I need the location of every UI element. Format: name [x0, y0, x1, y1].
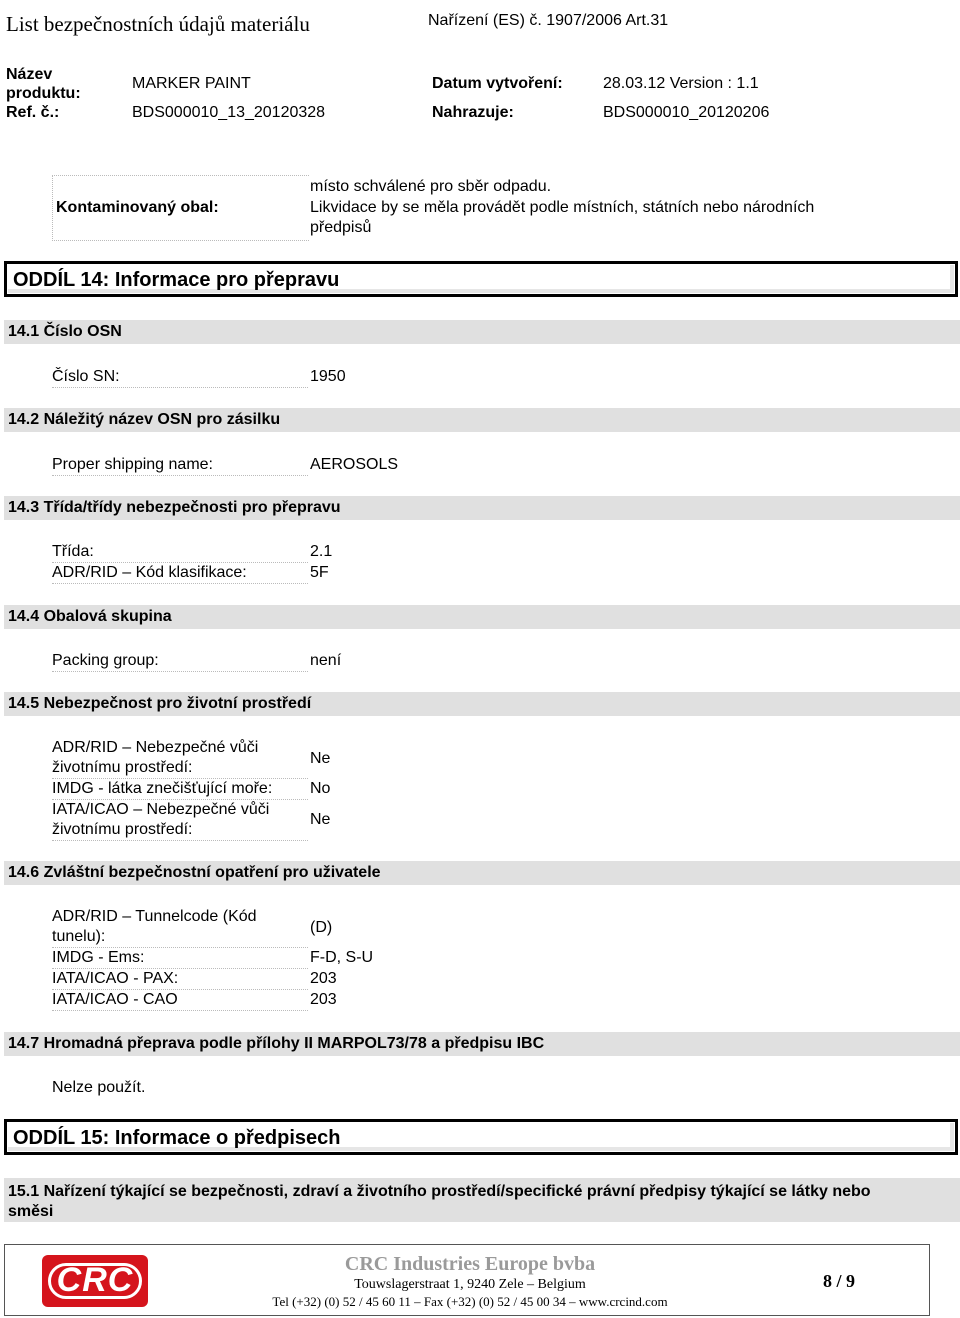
contaminated-line-1: místo schválené pro sběr odpadu. [310, 178, 552, 195]
packing-group-value: není [310, 652, 342, 669]
document-title: List bezpečnostních údajů materiálu [6, 12, 310, 36]
adr-env-label-line-1: ADR/RID – Nebezpečné vůči [52, 739, 259, 756]
subsection-14-1-heading: 14.1 Číslo OSN [8, 323, 122, 340]
contaminated-line-2: Likvidace by se měla provádět podle místních, státních nebo národních [310, 199, 815, 216]
pax-value: 203 [310, 970, 337, 987]
iata-env-value: Ne [310, 811, 331, 828]
footer [4, 1244, 930, 1316]
imdg-pollutant-value: No [310, 780, 331, 797]
ems-label: IMDG - Ems: [52, 949, 145, 966]
subsection-14-1-bar [4, 320, 960, 344]
section-15-title: ODDÍL 15: Informace o předpisech [13, 1127, 341, 1149]
ems-value: F-D, S-U [310, 949, 374, 966]
regulation-reference: Nařízení (ES) č. 1907/2006 Art.31 [428, 12, 669, 29]
shipping-name-value: AEROSOLS [310, 456, 399, 473]
pax-label: IATA/ICAO - PAX: [52, 970, 179, 987]
subsection-14-5-heading: 14.5 Nebezpečnost pro životní prostředí [8, 695, 312, 712]
page-number: 8 / 9 [822, 1271, 855, 1291]
shipping-name-label: Proper shipping name: [52, 456, 213, 473]
created-label: Datum vytvoření: [432, 75, 563, 92]
footer-contact: Tel (+32) (0) 52 / 45 60 11 – Fax (+32) (0) 52 / 45 00 34 – www.crcind.com [272, 1294, 668, 1309]
footer-address: Touwslagerstraat 1, 9240 Zele – Belgium [354, 1277, 586, 1292]
ref-label: Ref. č.: [6, 104, 60, 121]
un-number-value: 1950 [310, 368, 346, 385]
iata-env-label-line-1: IATA/ICAO – Nebezpečné vůči [52, 801, 270, 818]
product-name-value: MARKER PAINT [132, 75, 251, 92]
marpol-text: Nelze použít. [52, 1079, 146, 1096]
class-value: 2.1 [310, 543, 333, 560]
section-14-header [4, 261, 958, 297]
classification-code-value: 5F [310, 564, 329, 581]
section-15-header [4, 1119, 958, 1155]
iata-env-label-line-2: životnímu prostředí: [52, 821, 193, 838]
subsection-14-7-heading: 14.7 Hromadná přeprava podle přílohy II MARPOL73/78 a předpisu IBC [8, 1035, 545, 1052]
tunnel-code-value: (D) [310, 919, 333, 936]
tunnel-code-label-line-2: tunelu): [52, 928, 106, 945]
adr-env-label-line-2: životnímu prostředí: [52, 759, 193, 776]
contaminated-label: Kontaminovaný obal: [56, 199, 219, 216]
footer-company: CRC Industries Europe bvba [344, 1253, 596, 1275]
crc-logo-text: CRC [56, 1261, 134, 1299]
product-name-label-2: produktu: [6, 85, 81, 102]
imdg-pollutant-label: IMDG - látka znečišťující moře: [52, 780, 273, 797]
subsection-14-2-heading: 14.2 Náležitý název OSN pro zásilku [8, 411, 281, 428]
adr-env-value: Ne [310, 750, 331, 767]
product-name-label: Název [6, 66, 53, 83]
class-label: Třída: [52, 543, 94, 560]
cao-value: 203 [310, 991, 337, 1008]
subsection-15-1-heading-line-1: 15.1 Nařízení týkající se bezpečnosti, zdraví a životního prostředí/specifické právní předpisy týkající se látky nebo [8, 1183, 871, 1200]
subsection-14-4-heading: 14.4 Obalová skupina [8, 608, 172, 625]
cao-label: IATA/ICAO - CAO [52, 991, 178, 1008]
contaminated-line-3: předpisů [310, 219, 372, 236]
crc-logo [42, 1255, 148, 1307]
subsection-15-1-heading-line-2: směsi [8, 1203, 54, 1220]
ref-value: BDS000010_13_20120328 [132, 104, 326, 121]
subsection-14-6-heading: 14.6 Zvláštní bezpečnostní opatření pro uživatele [8, 864, 381, 881]
replaces-label: Nahrazuje: [432, 104, 514, 121]
section-14-title: ODDÍL 14: Informace pro přepravu [13, 269, 340, 291]
classification-code-label: ADR/RID – Kód klasifikace: [52, 564, 247, 581]
subsection-14-3-heading: 14.3 Třída/třídy nebezpečnosti pro přepravu [8, 499, 341, 516]
packing-group-label: Packing group: [52, 652, 159, 669]
tunnel-code-label-line-1: ADR/RID – Tunnelcode (Kód [52, 908, 257, 925]
replaces-value: BDS000010_20120206 [603, 104, 770, 121]
created-value: 28.03.12 Version : 1.1 [603, 75, 759, 92]
un-number-label: Číslo SN: [52, 368, 120, 385]
